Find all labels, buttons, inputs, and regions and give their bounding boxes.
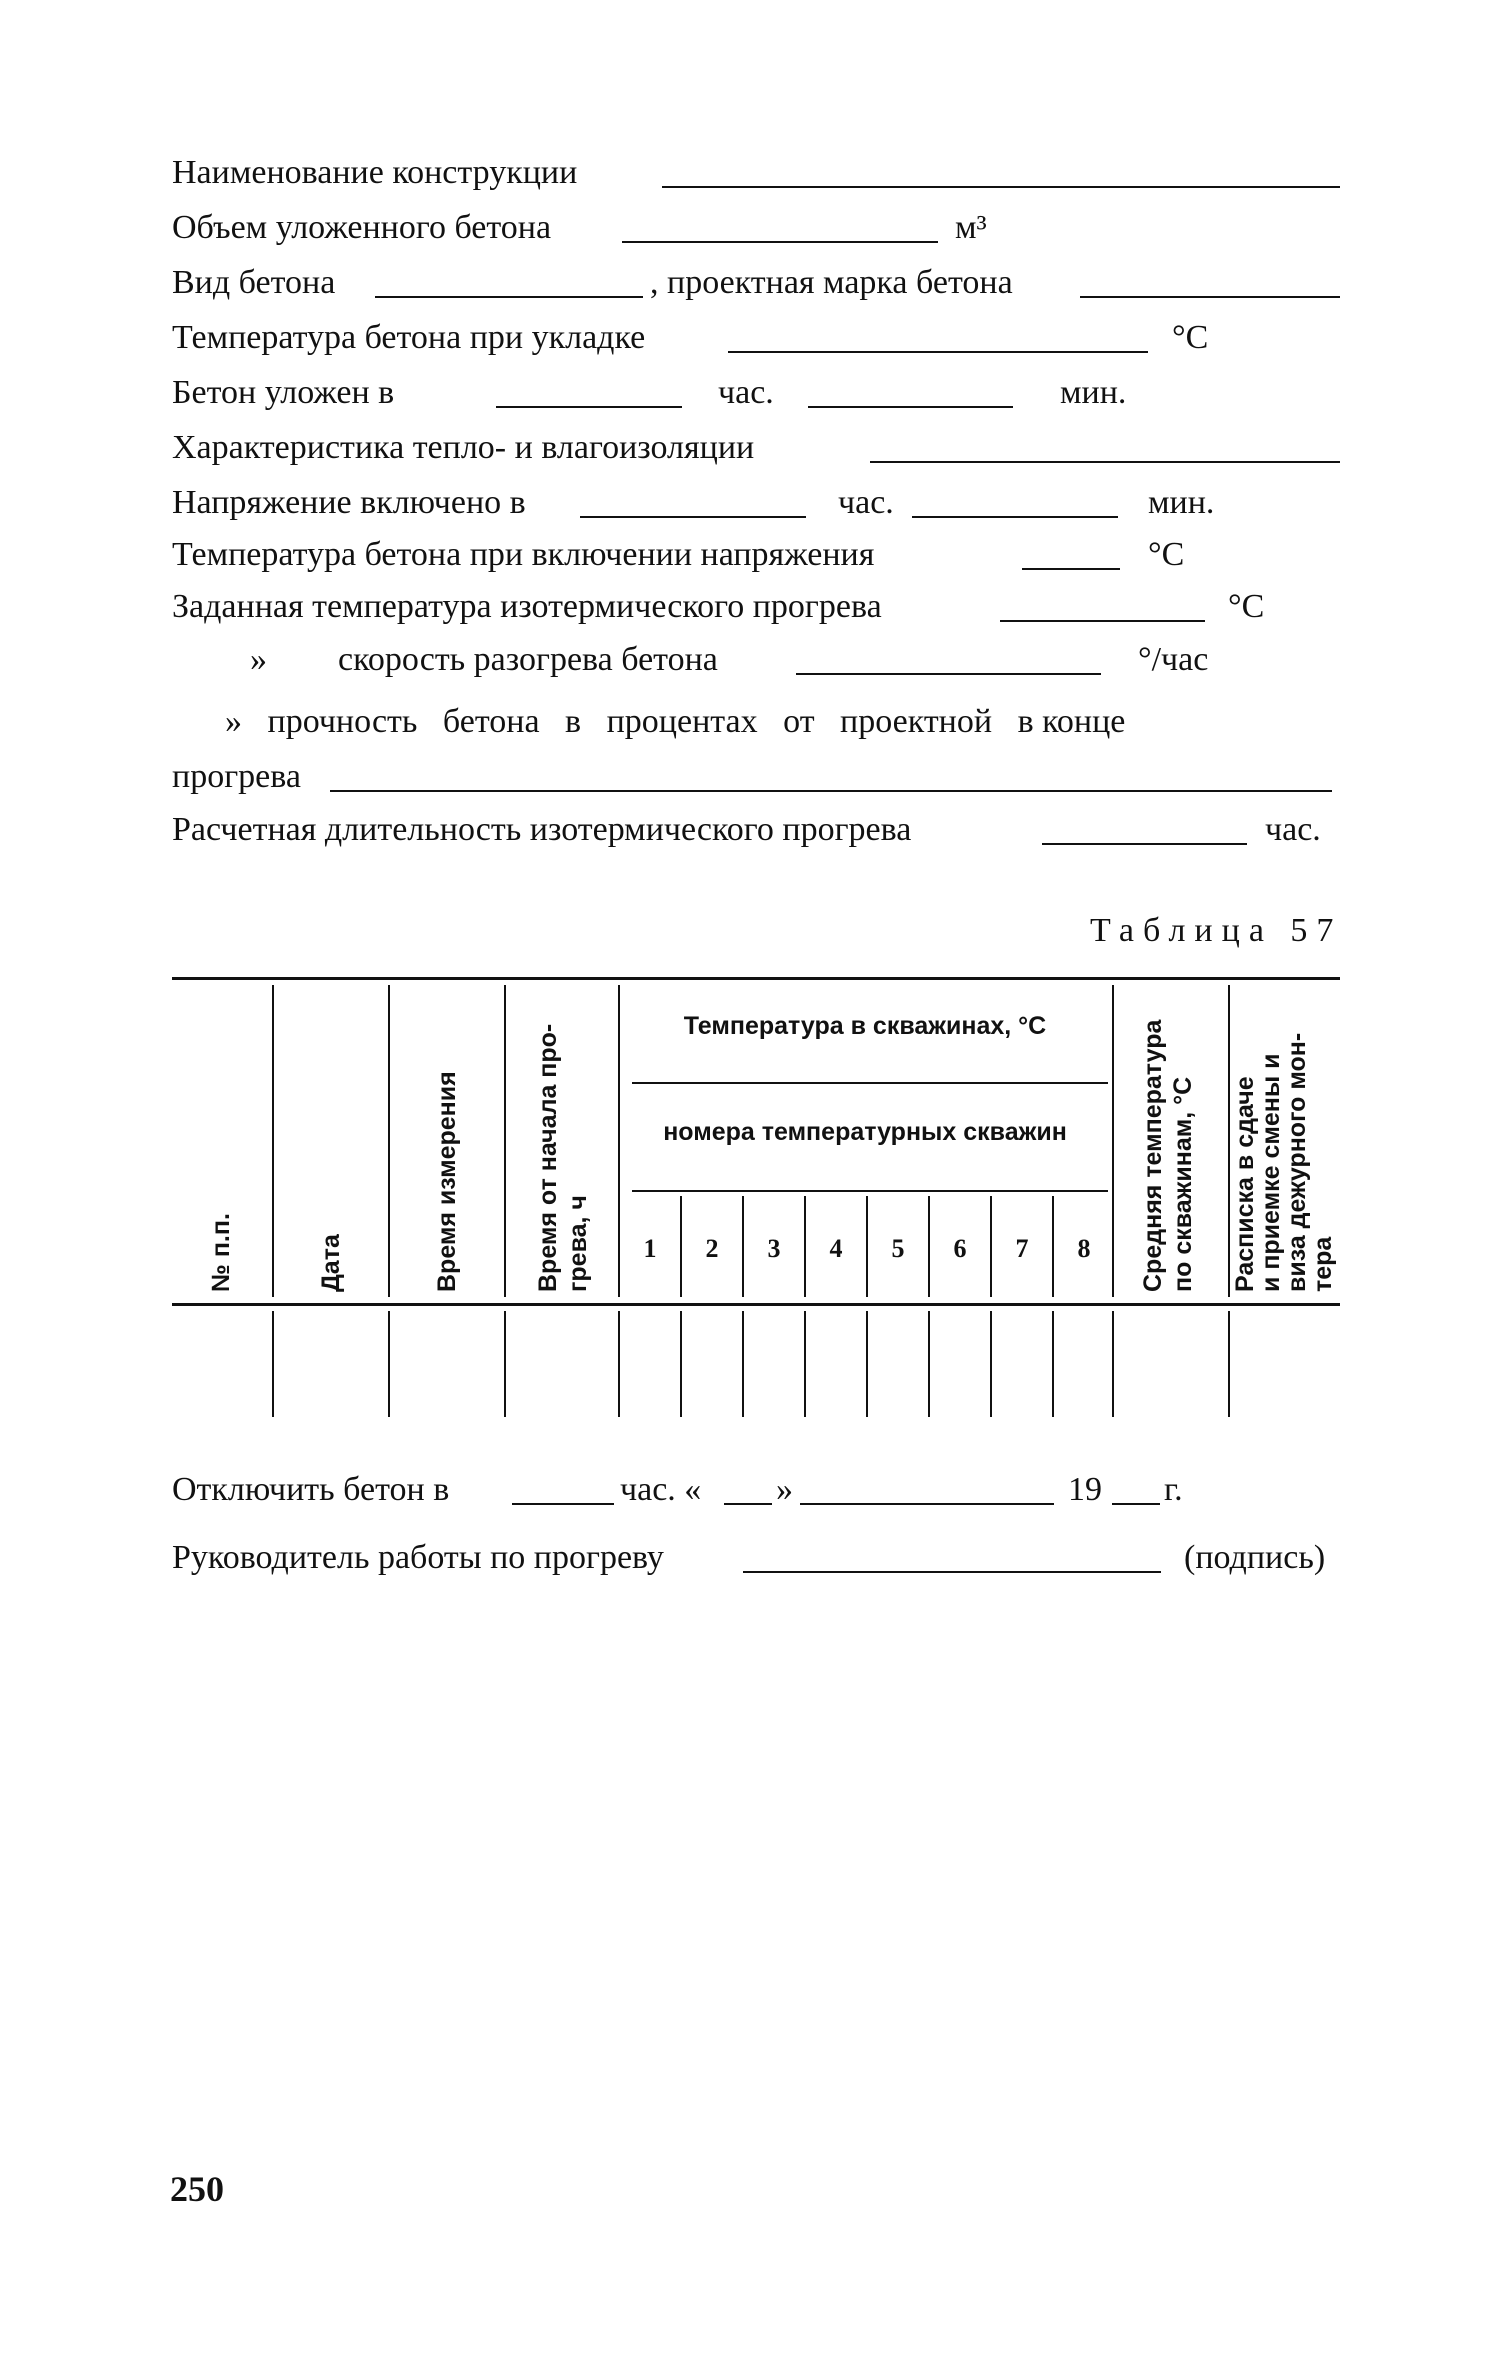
placing-temperature-unit: °С [1172,319,1209,356]
col-header-signature-line4: тера [1309,1236,1337,1292]
construction-name-blank [662,186,1340,188]
col-line [618,1311,620,1417]
col-header-elapsed-line2: грева, ч [564,1195,592,1292]
well-col-line [680,1311,682,1417]
design-grade-label: , проектная марка бетона [650,264,1013,301]
col-header-signature-line2: и приемке смены и [1257,1053,1285,1292]
well-col-line [1052,1311,1054,1417]
voltage-temperature-label: Температура бетона при включении напряжения [172,536,875,573]
col-header-average-line2: по скважинам, °С [1169,1076,1197,1292]
voltage-temperature-blank [1022,568,1120,570]
col-header-elapsed-line1: Время от начала про- [534,1023,562,1292]
well-col-line [742,1196,744,1297]
voltage-hour-unit: час. [838,484,894,521]
col-header-signature-line3: виза дежурного мон- [1283,1032,1311,1292]
heating-rate-blank [796,673,1101,675]
col-line [504,1311,506,1417]
placing-temperature-blank [728,351,1148,353]
col-line [1228,985,1230,1297]
well-number: 8 [1077,1234,1091,1263]
well-number: 6 [953,1234,967,1263]
well-numbers-header: номера температурных скважин [663,1118,1067,1146]
heating-rate-unit: °/час [1138,641,1209,678]
isothermal-temperature-blank [1000,620,1205,622]
col-line [388,1311,390,1417]
table-caption: Таблица 57 [1090,912,1343,949]
placed-hour-unit: час. [718,374,774,411]
concrete-type-blank [375,296,643,298]
well-col-line [928,1196,930,1297]
col-header-number: № п.п. [207,1213,235,1292]
table-top-rule [172,977,1340,980]
temperature-group-header: Температура в скважинах, °С [683,1012,1047,1040]
placing-temperature-label: Температура бетона при укладке [172,319,646,356]
group-divider-1 [632,1082,1108,1084]
well-number: 4 [829,1234,843,1263]
voltage-minute-unit: мин. [1148,484,1215,521]
well-col-line [804,1311,806,1417]
ditto-mark: » [250,641,267,678]
insulation-blank [870,461,1340,463]
col-header-measure-time: Время измерения [433,1071,461,1292]
duration-blank [1042,843,1247,845]
switch-off-day-blank [724,1503,772,1505]
well-col-line [804,1196,806,1297]
col-line [272,1311,274,1417]
placed-hour-blank [496,406,682,408]
supervisor-label: Руководитель работы по прогреву [172,1539,664,1576]
well-number: 7 [1015,1234,1029,1263]
well-col-line [1052,1196,1054,1297]
switch-off-year-unit: г. [1164,1471,1183,1508]
isothermal-temperature-unit: °С [1228,588,1265,625]
well-col-line [742,1311,744,1417]
isothermal-temperature-label: Заданная температура изотермического прогрева [172,588,882,625]
table-header-rule [172,1303,1340,1306]
well-col-line [990,1196,992,1297]
strength-label: » прочность бетона в процентах от проектной в конце [225,703,1126,740]
insulation-label: Характеристика тепло- и влагоизоляции [172,429,755,466]
construction-name-label: Наименование конструкции [172,154,578,191]
heating-rate-label: скорость разогрева бетона [338,641,718,678]
col-header-signature-line1: Расписка в сдаче [1231,1076,1259,1292]
well-number: 3 [767,1234,781,1263]
concrete-volume-blank [622,241,938,243]
well-number: 5 [891,1234,905,1263]
well-col-line [990,1311,992,1417]
voltage-hour-blank [580,516,806,518]
col-line [1228,1311,1230,1417]
page-number: 250 [170,2169,224,2209]
placed-at-label: Бетон уложен в [172,374,395,411]
well-number: 1 [643,1234,657,1263]
switch-off-quote-close: » [776,1471,793,1508]
well-col-line [928,1311,930,1417]
switch-off-hour-unit: час. « [620,1471,702,1508]
switch-off-hour-blank [512,1503,614,1505]
col-line [1112,1311,1114,1417]
placed-minute-unit: мин. [1060,374,1127,411]
signature-caption: (подпись) [1184,1539,1326,1576]
duration-label: Расчетная длительность изотермического прогрева [172,811,912,848]
strength-label-continued: прогрева [172,758,301,795]
concrete-type-label: Вид бетона [172,264,336,301]
placed-minute-blank [808,406,1013,408]
switch-off-label: Отключить бетон в [172,1471,450,1508]
switch-off-year-blank [1112,1503,1160,1505]
voltage-on-label: Напряжение включено в [172,484,526,521]
well-number: 2 [705,1234,719,1263]
col-header-date: Дата [317,1234,345,1292]
switch-off-year-prefix: 19 [1068,1471,1102,1508]
col-line [388,985,390,1297]
col-line [1112,985,1114,1297]
well-col-line [866,1311,868,1417]
design-grade-blank [1080,296,1340,298]
well-col-line [866,1196,868,1297]
duration-unit: час. [1265,811,1321,848]
concrete-volume-label: Объем уложенного бетона [172,209,552,246]
col-line [272,985,274,1297]
voltage-minute-blank [912,516,1118,518]
strength-blank [330,790,1332,792]
col-line [504,985,506,1297]
switch-off-month-blank [800,1503,1054,1505]
supervisor-signature-blank [743,1571,1161,1573]
group-divider-2 [632,1190,1108,1192]
col-header-average-line1: Средняя температура [1139,1019,1167,1292]
voltage-temperature-unit: °С [1148,536,1185,573]
concrete-volume-unit: м³ [955,209,987,246]
well-col-line [680,1196,682,1297]
